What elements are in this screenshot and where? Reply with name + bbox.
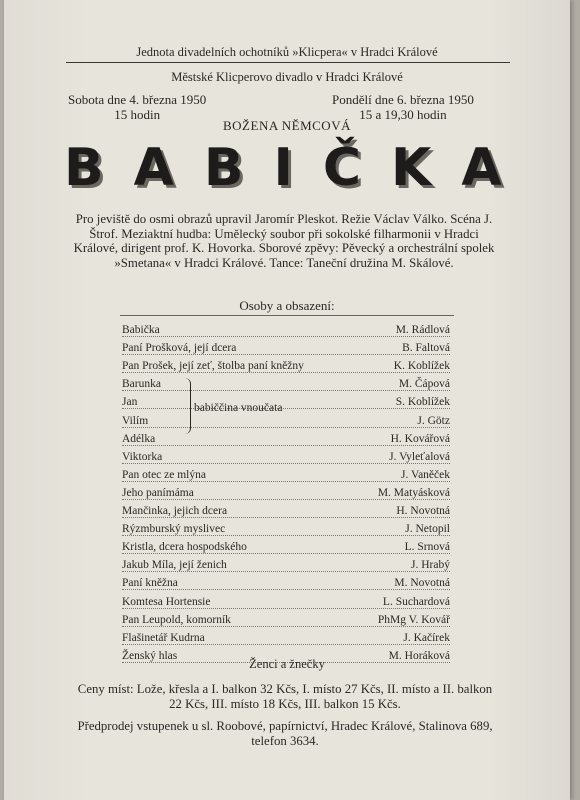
- cast-role: Viktorka: [122, 450, 163, 463]
- cast-role: Flašinetář Kudrna: [122, 631, 205, 644]
- cast-role: Barunka: [122, 378, 161, 391]
- cast-role: Jeho panímáma: [122, 486, 194, 499]
- cast-row: [122, 481, 450, 500]
- cast-row: [122, 372, 450, 391]
- cast-actor: J. Vyleťalová: [389, 450, 450, 463]
- cast-actor: M. Čápová: [398, 378, 450, 391]
- cast-row: [122, 571, 450, 590]
- cast-row: [122, 590, 450, 609]
- cast-role: Rýzmburský myslivec: [122, 523, 226, 536]
- playbill-page: [4, 0, 570, 800]
- cast-row: [122, 318, 450, 337]
- cast-row: [122, 354, 450, 373]
- cast-actor: J. Netopil: [405, 523, 450, 536]
- cast-role: Jakub Míla, její ženich: [122, 559, 227, 572]
- date-saturday-day: Sobota dne 4. března 1950: [68, 92, 207, 107]
- cast-row: [122, 499, 450, 518]
- cast-heading: Osoby a obsazení:: [239, 298, 335, 313]
- cast-row: [122, 427, 450, 446]
- cast-actor: L. Suchardová: [382, 595, 450, 608]
- organization-line: Jednota divadelních ochotníků »Klicpera« v Hradci Králové: [136, 45, 438, 59]
- cast-actor: M. Horáková: [388, 649, 450, 662]
- cast-actor: J. Hrabý: [411, 559, 450, 572]
- cast-role: Adélka: [122, 432, 156, 445]
- cast-row: [122, 409, 450, 428]
- cast-row: [122, 336, 450, 355]
- cast-role: Mančinka, jejich dcera: [122, 505, 228, 517]
- cast-role: Ženský hlas: [122, 649, 178, 662]
- cast-actor: J. Kačírek: [403, 631, 450, 644]
- cast-row: [122, 626, 450, 645]
- cast-role: Pan otec ze mlýna: [122, 468, 206, 481]
- cast-actor: M. Rádlová: [395, 324, 450, 336]
- cast-actor: H. Kovářová: [390, 432, 450, 445]
- ticket-presale: Předprodej vstupenek u sl. Roobové, papírnictví, Hradec Králové, Stalinova 689, telefon 3634.: [77, 719, 493, 748]
- theatre-line: Městské Klicperovo divadlo v Hradci Králové: [171, 70, 403, 84]
- cast-actor: K. Koblížek: [393, 360, 450, 373]
- cast-actor: J. Götz: [417, 414, 450, 427]
- grandchildren-label: babiččina vnoučata: [194, 402, 283, 414]
- cast-actor: PhMg V. Kovář: [377, 613, 450, 626]
- cast-role: Jan: [122, 396, 138, 409]
- ticket-prices: Ceny míst: Lože, křesla a I. balkon 32 Kčs, I. místo 27 Kčs, II. místo a II. balkon 22 Kčs, III. místo 18 Kčs, III. balkon 15 Kčs.: [77, 682, 493, 711]
- chorus-line: Ženci a žnečky: [249, 657, 325, 671]
- cast-role: Paní Prošková, její dcera: [122, 342, 237, 355]
- production-credits: Pro jeviště do osmi obrazů upravil Jaromír Pleskot. Režie Václav Válko. Scéna J. Štrof. Meziaktní hudba: Umělecký soubor při sokolské filharmonii v Hradci Králové, dirigent prof. K. Hovorka. Sborové zpěvy: Pěvecký a orchestrální spolek »Smetana« v Hradci Králové. Tance: Taneční družina M. Skálové.: [73, 212, 495, 270]
- date-monday-day: Pondělí dne 6. března 1950: [332, 92, 474, 107]
- cast-row: [122, 553, 450, 572]
- cast-role: Babička: [122, 324, 160, 336]
- play-title: BABIČKA: [64, 138, 532, 198]
- cast-role: Komtesa Hortensie: [122, 595, 211, 608]
- cast-row: [122, 517, 450, 536]
- cast-actor: B. Faltová: [402, 342, 450, 355]
- cast-row: [122, 608, 450, 627]
- cast-actor: M. Novotná: [394, 577, 450, 590]
- date-saturday-time: 15 hodin: [114, 107, 161, 122]
- cast-actor: J. Vaněček: [401, 468, 450, 481]
- cast-divider: [120, 315, 454, 316]
- header-divider: [66, 62, 510, 63]
- cast-actor: M. Matyásková: [377, 486, 450, 499]
- grandchildren-brace: [182, 378, 191, 434]
- cast-row: [122, 445, 450, 464]
- author-name: BOŽENA NĚMCOVÁ: [223, 118, 351, 133]
- cast-row: [122, 463, 450, 482]
- cast-actor: H. Novotná: [396, 505, 450, 517]
- cast-role: Pan Prošek, její zeť, štolba paní kněžny: [122, 360, 304, 373]
- cast-actor: S. Koblížek: [395, 396, 450, 409]
- date-monday-time: 15 a 19,30 hodin: [359, 107, 447, 122]
- cast-role: Paní kněžna: [122, 577, 178, 590]
- cast-role: Kristla, dcera hospodského: [122, 541, 247, 554]
- cast-role: Pan Leupold, komorník: [122, 613, 231, 626]
- cast-row: [122, 535, 450, 554]
- cast-role: Vilím: [122, 414, 149, 427]
- cast-row: [122, 390, 450, 409]
- cast-actor: L. Srnová: [404, 541, 450, 554]
